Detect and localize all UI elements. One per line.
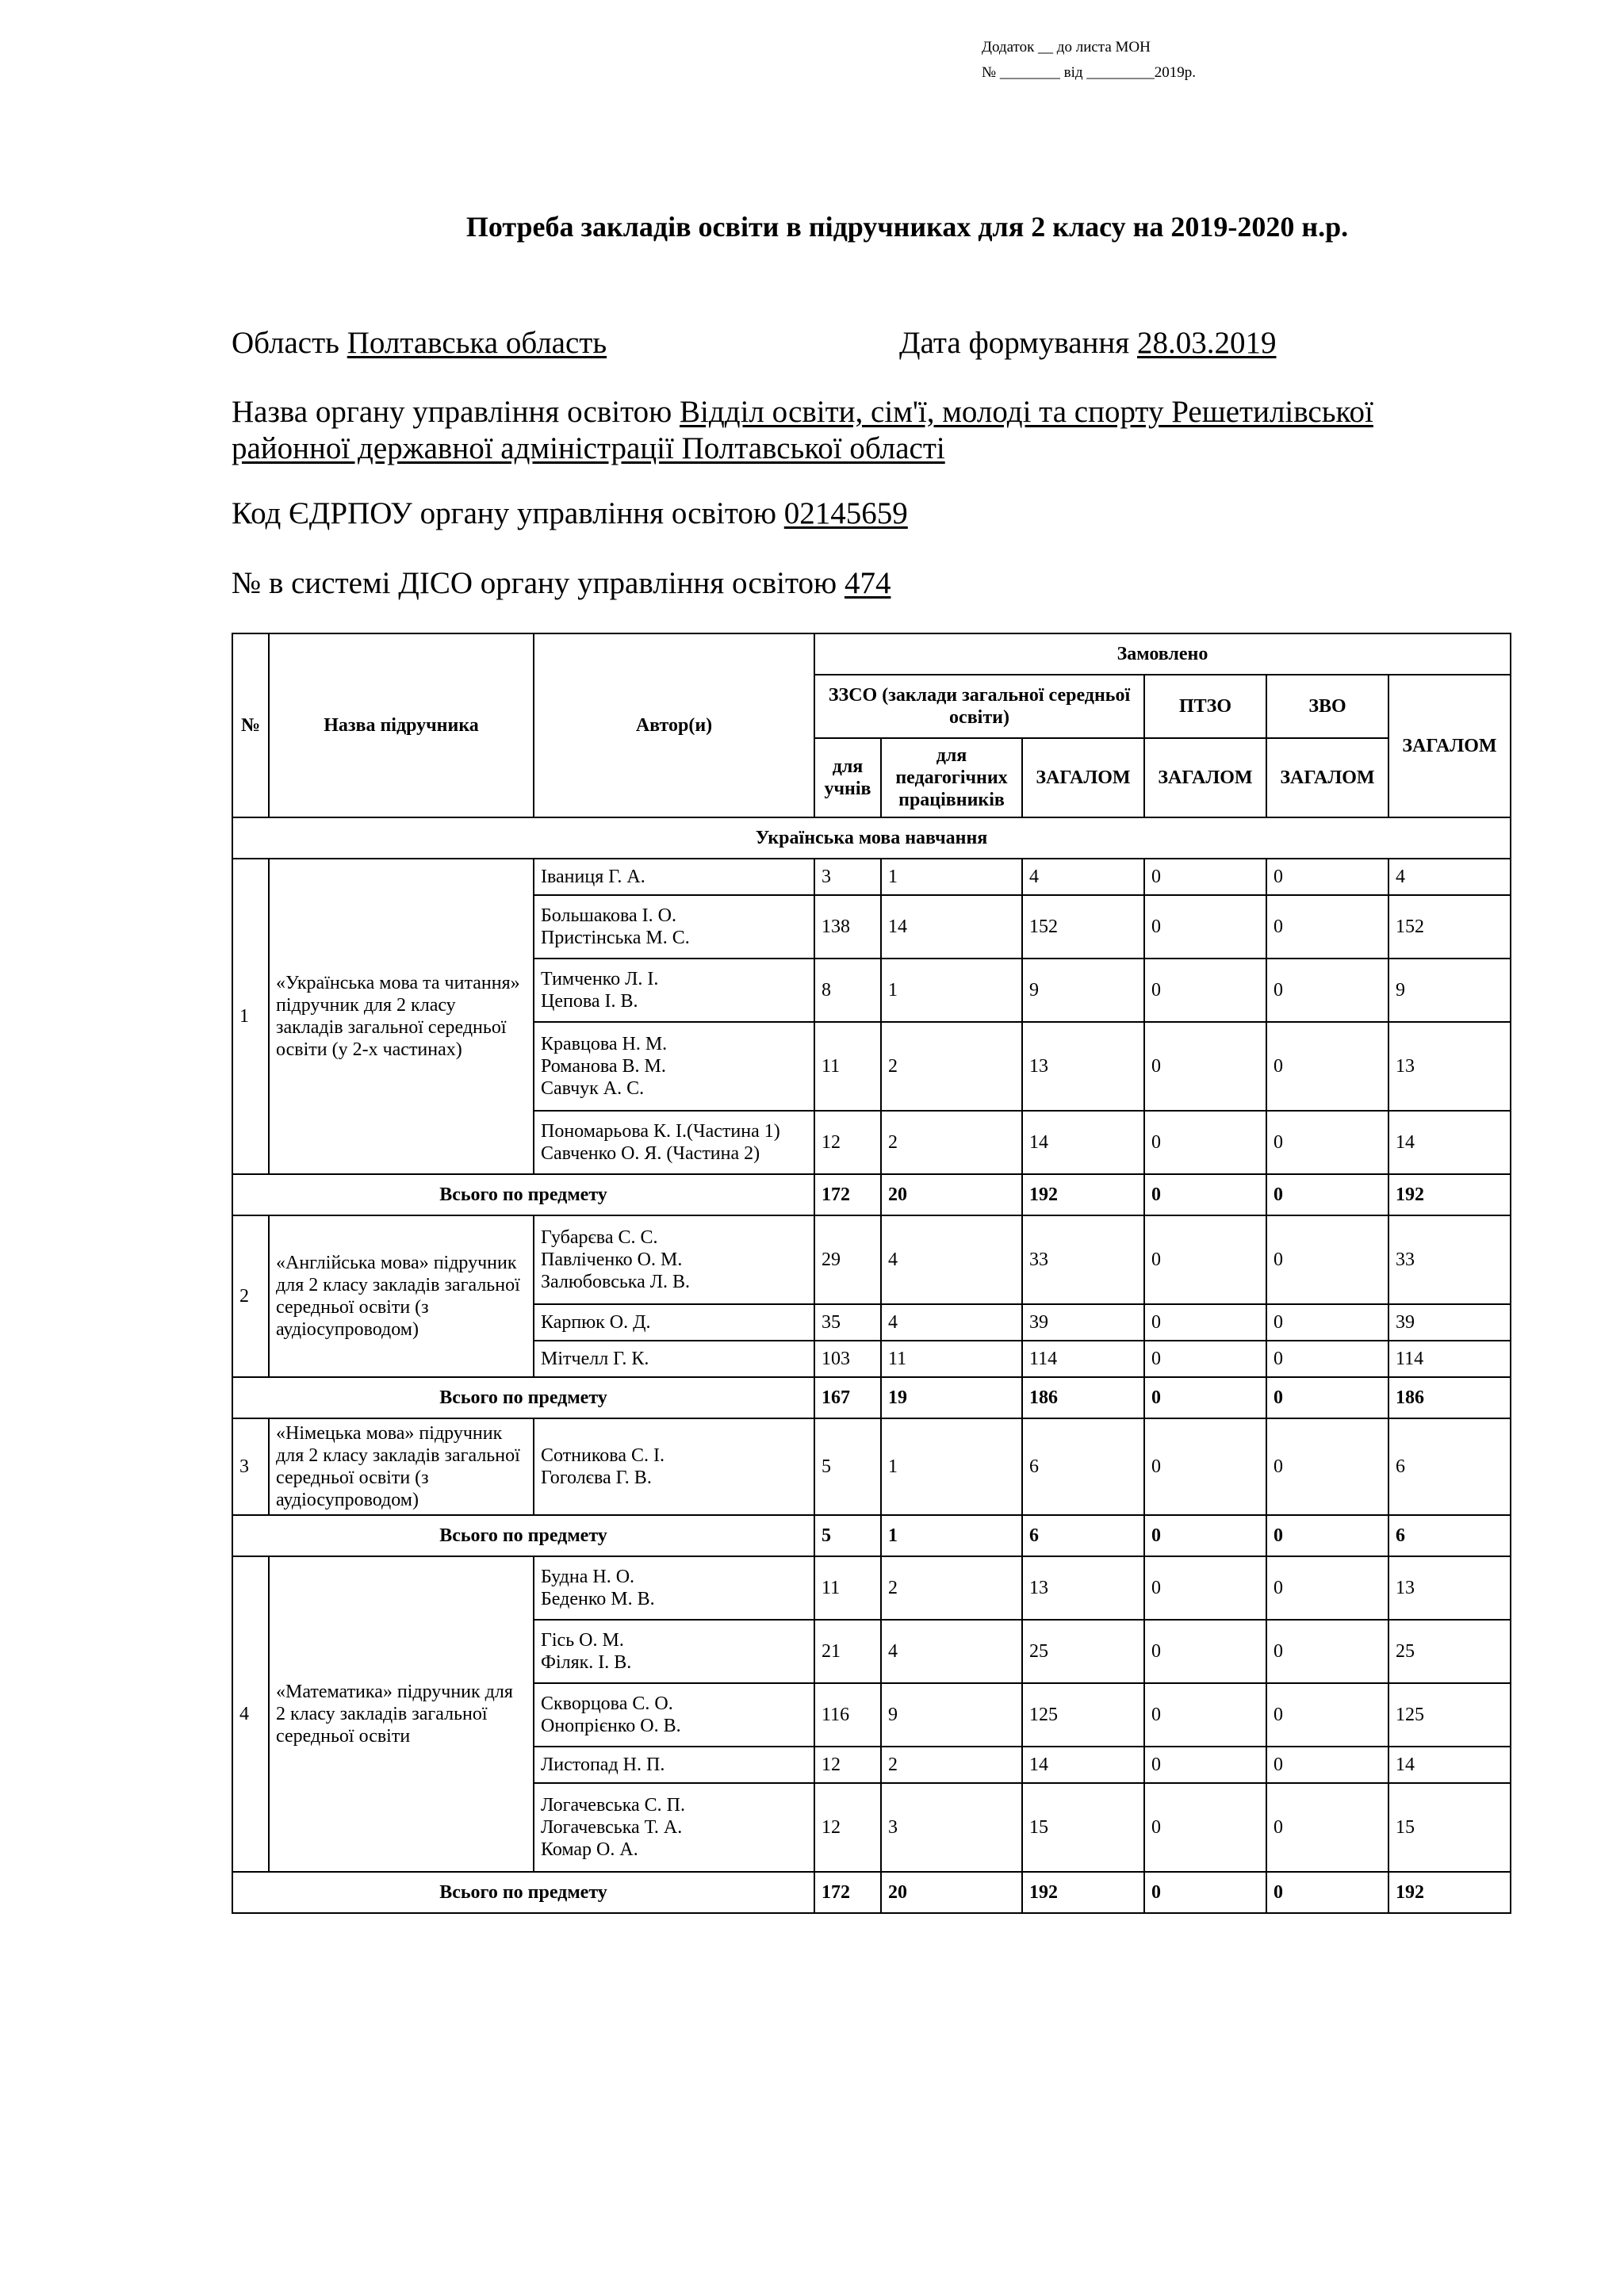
page-title <box>0 210 1624 243</box>
count-cell-students: 12 <box>814 1111 881 1174</box>
count-cell-total: 125 <box>1388 1683 1511 1747</box>
count-cell-ptzo: 0 <box>1144 959 1266 1022</box>
organ-field <box>232 394 1469 467</box>
count-cell-total: 152 <box>1388 895 1511 959</box>
total-cell-zvo: 0 <box>1266 1377 1388 1418</box>
authors-cell: Кравцова Н. М. Романова В. М. Савчук А. С. <box>534 1022 814 1111</box>
count-cell-teachers: 4 <box>881 1620 1022 1683</box>
count-cell-teachers: 2 <box>881 1747 1022 1783</box>
page-title-text: Потреба закладів освіти в підручниках для 2 класу на 2019-2020 н.р. <box>465 211 1349 243</box>
count-cell-teachers: 2 <box>881 1556 1022 1620</box>
count-cell-zvo: 0 <box>1266 959 1388 1022</box>
count-cell-ptzo: 0 <box>1144 1022 1266 1111</box>
count-cell-zvo: 0 <box>1266 1418 1388 1515</box>
count-cell-students: 11 <box>814 1022 881 1111</box>
count-cell-zvo: 0 <box>1266 1620 1388 1683</box>
count-cell-zzso-total: 4 <box>1022 859 1144 895</box>
total-cell-ptzo: 0 <box>1144 1174 1266 1215</box>
subject-number: 4 <box>232 1556 269 1872</box>
date-label: Дата формування <box>899 326 1130 360</box>
count-cell-zzso-total: 13 <box>1022 1556 1144 1620</box>
count-cell-zvo: 0 <box>1266 1215 1388 1304</box>
count-cell-ptzo: 0 <box>1144 1418 1266 1515</box>
table-row <box>232 1418 1511 1515</box>
region-label: Область <box>232 326 339 360</box>
count-cell-zzso-total: 14 <box>1022 1747 1144 1783</box>
section-heading: Українська мова навчання <box>232 817 1511 859</box>
count-cell-total: 14 <box>1388 1111 1511 1174</box>
count-cell-ptzo: 0 <box>1144 1111 1266 1174</box>
reference-line-2: № ________ від _________2019р. <box>982 64 1197 81</box>
count-cell-teachers: 1 <box>881 959 1022 1022</box>
header-total: ЗАГАЛОМ <box>1388 675 1511 817</box>
total-cell-students: 167 <box>814 1377 881 1418</box>
subject-total-label: Всього по предмету <box>232 1174 814 1215</box>
count-cell-students: 5 <box>814 1418 881 1515</box>
count-cell-zzso-total: 33 <box>1022 1215 1144 1304</box>
count-cell-students: 12 <box>814 1783 881 1872</box>
header-ptzo-total: ЗАГАЛОМ <box>1144 738 1266 817</box>
subject-total-label: Всього по предмету <box>232 1872 814 1913</box>
count-cell-total: 4 <box>1388 859 1511 895</box>
header-authors: Автор(и) <box>534 633 814 817</box>
count-cell-ptzo: 0 <box>1144 1747 1266 1783</box>
count-cell-zzso-total: 152 <box>1022 895 1144 959</box>
subject-number: 3 <box>232 1418 269 1515</box>
total-cell-teachers: 20 <box>881 1872 1022 1913</box>
subject-total-row <box>232 1515 1511 1556</box>
header-zzso-total: ЗАГАЛОМ <box>1022 738 1144 817</box>
count-cell-teachers: 9 <box>881 1683 1022 1747</box>
count-cell-ptzo: 0 <box>1144 1556 1266 1620</box>
count-cell-ptzo: 0 <box>1144 1215 1266 1304</box>
textbook-needs-table <box>232 633 1511 1914</box>
count-cell-total: 14 <box>1388 1747 1511 1783</box>
header-students: для учнів <box>814 738 881 817</box>
count-cell-teachers: 14 <box>881 895 1022 959</box>
count-cell-total: 6 <box>1388 1418 1511 1515</box>
count-cell-students: 21 <box>814 1620 881 1683</box>
total-cell-total: 186 <box>1388 1377 1511 1418</box>
document-reference <box>982 35 1196 86</box>
count-cell-zvo: 0 <box>1266 1783 1388 1872</box>
count-cell-students: 103 <box>814 1341 881 1377</box>
count-cell-zzso-total: 9 <box>1022 959 1144 1022</box>
header-name: Назва підручника <box>269 633 534 817</box>
count-cell-zzso-total: 114 <box>1022 1341 1144 1377</box>
count-cell-teachers: 4 <box>881 1304 1022 1341</box>
count-cell-zvo: 0 <box>1266 1111 1388 1174</box>
authors-cell: Сотникова С. І. Гоголєва Г. В. <box>534 1418 814 1515</box>
total-cell-zvo: 0 <box>1266 1872 1388 1913</box>
authors-cell: Будна Н. О. Беденко М. В. <box>534 1556 814 1620</box>
authors-cell: Гісь О. М. Філяк. І. В. <box>534 1620 814 1683</box>
total-cell-total: 192 <box>1388 1174 1511 1215</box>
count-cell-zzso-total: 6 <box>1022 1418 1144 1515</box>
subject-total-label: Всього по предмету <box>232 1377 814 1418</box>
authors-cell: Тимченко Л. І. Цепова І. В. <box>534 959 814 1022</box>
total-cell-zzso-total: 6 <box>1022 1515 1144 1556</box>
total-cell-zzso-total: 192 <box>1022 1174 1144 1215</box>
count-cell-students: 3 <box>814 859 881 895</box>
date-field <box>899 325 1276 362</box>
count-cell-total: 13 <box>1388 1556 1511 1620</box>
count-cell-students: 11 <box>814 1556 881 1620</box>
count-cell-total: 39 <box>1388 1304 1511 1341</box>
header-ordered: Замовлено <box>814 633 1511 675</box>
total-cell-students: 5 <box>814 1515 881 1556</box>
header-ptzo: ПТЗО <box>1144 675 1266 738</box>
count-cell-zzso-total: 25 <box>1022 1620 1144 1683</box>
authors-cell: Мітчелл Г. К. <box>534 1341 814 1377</box>
total-cell-zzso-total: 186 <box>1022 1377 1144 1418</box>
count-cell-total: 33 <box>1388 1215 1511 1304</box>
region-value: Полтавська область <box>347 326 607 360</box>
count-cell-zvo: 0 <box>1266 1022 1388 1111</box>
subject-total-row <box>232 1872 1511 1913</box>
count-cell-teachers: 1 <box>881 1418 1022 1515</box>
count-cell-zvo: 0 <box>1266 1304 1388 1341</box>
header-zzso: ЗЗСО (заклади загальної середньої освіти) <box>814 675 1144 738</box>
count-cell-teachers: 2 <box>881 1111 1022 1174</box>
count-cell-zvo: 0 <box>1266 1556 1388 1620</box>
table-row <box>232 1215 1511 1304</box>
total-cell-ptzo: 0 <box>1144 1872 1266 1913</box>
count-cell-students: 116 <box>814 1683 881 1747</box>
total-cell-ptzo: 0 <box>1144 1515 1266 1556</box>
count-cell-zzso-total: 125 <box>1022 1683 1144 1747</box>
header-zvo-total: ЗАГАЛОМ <box>1266 738 1388 817</box>
count-cell-ptzo: 0 <box>1144 1304 1266 1341</box>
textbook-name: «Німецька мова» підручник для 2 класу закладів загальної середньої освіти (з аудіосупроводом) <box>269 1418 534 1515</box>
total-cell-students: 172 <box>814 1872 881 1913</box>
count-cell-students: 8 <box>814 959 881 1022</box>
region-field <box>232 325 607 362</box>
count-cell-ptzo: 0 <box>1144 1341 1266 1377</box>
total-cell-zvo: 0 <box>1266 1174 1388 1215</box>
subject-number: 1 <box>232 859 269 1174</box>
count-cell-ptzo: 0 <box>1144 859 1266 895</box>
total-cell-zvo: 0 <box>1266 1515 1388 1556</box>
header-teachers: для педагогічних працівників <box>881 738 1022 817</box>
total-cell-students: 172 <box>814 1174 881 1215</box>
count-cell-ptzo: 0 <box>1144 1783 1266 1872</box>
authors-cell: Логачевська С. П. Логачевська Т. А. Комар О. А. <box>534 1783 814 1872</box>
count-cell-zvo: 0 <box>1266 1683 1388 1747</box>
authors-cell: Іваниця Г. А. <box>534 859 814 895</box>
total-cell-total: 6 <box>1388 1515 1511 1556</box>
count-cell-total: 9 <box>1388 959 1511 1022</box>
subject-total-row <box>232 1174 1511 1215</box>
count-cell-students: 29 <box>814 1215 881 1304</box>
diso-field <box>232 565 891 602</box>
edrpou-label: Код ЄДРПОУ органу управління освітою <box>232 496 777 530</box>
organ-label: Назва органу управління освітою <box>232 395 672 429</box>
date-value: 28.03.2019 <box>1136 326 1277 360</box>
count-cell-total: 15 <box>1388 1783 1511 1872</box>
count-cell-zzso-total: 39 <box>1022 1304 1144 1341</box>
total-cell-zzso-total: 192 <box>1022 1872 1144 1913</box>
diso-value: 474 <box>844 566 891 600</box>
authors-cell: Пономарьова К. І.(Частина 1) Савченко О. Я. (Частина 2) <box>534 1111 814 1174</box>
subject-number: 2 <box>232 1215 269 1377</box>
authors-cell: Карпюк О. Д. <box>534 1304 814 1341</box>
count-cell-teachers: 1 <box>881 859 1022 895</box>
table-body <box>232 817 1511 1913</box>
count-cell-teachers: 11 <box>881 1341 1022 1377</box>
authors-cell: Большакова І. О. Пристінська М. С. <box>534 895 814 959</box>
count-cell-zvo: 0 <box>1266 859 1388 895</box>
diso-label: № в системі ДІСО органу управління освітою <box>232 566 837 600</box>
count-cell-zvo: 0 <box>1266 1747 1388 1783</box>
count-cell-teachers: 2 <box>881 1022 1022 1111</box>
count-cell-ptzo: 0 <box>1144 1683 1266 1747</box>
textbook-name: «Англійська мова» підручник для 2 класу закладів загальної середньої освіти (з аудіосупроводом) <box>269 1215 534 1377</box>
table-row <box>232 1556 1511 1620</box>
authors-cell: Скворцова С. О. Онопрієнко О. В. <box>534 1683 814 1747</box>
count-cell-teachers: 3 <box>881 1783 1022 1872</box>
total-cell-ptzo: 0 <box>1144 1377 1266 1418</box>
reference-line-1: Додаток __ до листа МОН <box>982 39 1151 55</box>
table-row <box>232 859 1511 895</box>
edrpou-value: 02145659 <box>783 496 908 530</box>
count-cell-zvo: 0 <box>1266 1341 1388 1377</box>
textbook-name: «Українська мова та читання» підручник для 2 класу закладів загальної середньої освіти (у 2-х частинах) <box>269 859 534 1174</box>
count-cell-students: 12 <box>814 1747 881 1783</box>
count-cell-zzso-total: 14 <box>1022 1111 1144 1174</box>
count-cell-ptzo: 0 <box>1144 1620 1266 1683</box>
count-cell-total: 13 <box>1388 1022 1511 1111</box>
subject-total-row <box>232 1377 1511 1418</box>
count-cell-teachers: 4 <box>881 1215 1022 1304</box>
count-cell-students: 138 <box>814 895 881 959</box>
count-cell-ptzo: 0 <box>1144 895 1266 959</box>
count-cell-zvo: 0 <box>1266 895 1388 959</box>
header-num: № <box>232 633 269 817</box>
count-cell-total: 25 <box>1388 1620 1511 1683</box>
edrpou-field <box>232 496 908 532</box>
total-cell-teachers: 20 <box>881 1174 1022 1215</box>
total-cell-teachers: 19 <box>881 1377 1022 1418</box>
organ-value: Відділ освіти, сім'ї, молоді та спорту Решетилівської районної державної адміністрації Полтавської області <box>232 395 1373 465</box>
textbook-name: «Математика» підручник для 2 класу закладів загальної середньої освіти <box>269 1556 534 1872</box>
subject-total-label: Всього по предмету <box>232 1515 814 1556</box>
authors-cell: Листопад Н. П. <box>534 1747 814 1783</box>
header-zvo: ЗВО <box>1266 675 1388 738</box>
count-cell-students: 35 <box>814 1304 881 1341</box>
authors-cell: Губарєва С. С. Павліченко О. М. Залюбовська Л. В. <box>534 1215 814 1304</box>
count-cell-zzso-total: 13 <box>1022 1022 1144 1111</box>
count-cell-total: 114 <box>1388 1341 1511 1377</box>
count-cell-zzso-total: 15 <box>1022 1783 1144 1872</box>
total-cell-teachers: 1 <box>881 1515 1022 1556</box>
total-cell-total: 192 <box>1388 1872 1511 1913</box>
